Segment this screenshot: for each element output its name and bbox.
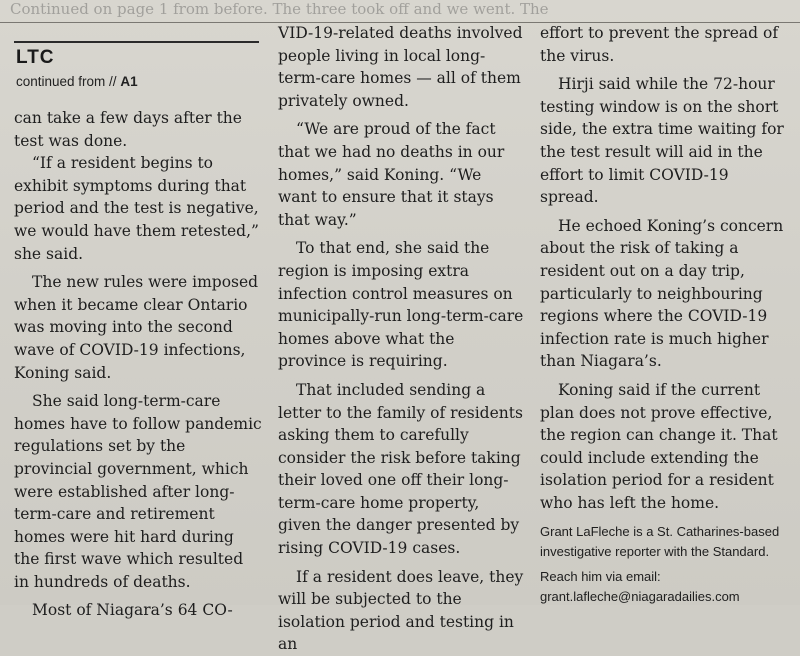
paragraph: can take a few days after the test was done.: [14, 109, 242, 150]
paragraph: He echoed Koning’s concern about the risk of taking a resident out on a day trip, particularly to neighbouring regions where the COVID-19 infection rate is much higher than Niagara’s.: [540, 216, 784, 371]
paragraph: “We are proud of the fact that we had no deaths in our homes,” said Koning. “We want to ensure that it stays that way.”: [278, 120, 505, 229]
paragraph: That included sending a letter to the family of residents asking them to carefully consider the risk before taking their loved one off their long-term-care home property, given the danger presented by rising COVID-19 cases.: [278, 380, 523, 558]
paragraph: To that end, she said the region is imposing extra infection control measures on municipally-run long-term-care homes above what the province is requiring.: [278, 239, 524, 371]
paragraph: VID-19-related deaths involved people living in local long-term-care homes — all of them privately owned.: [278, 24, 523, 110]
paragraph: Most of Niagara’s 64 CO-: [32, 601, 233, 620]
paragraph: “If a resident begins to exhibit symptoms during that period and the test is negative, we would have them retested,” she said.: [14, 154, 259, 263]
continued-from-label: [16, 74, 138, 89]
paragraph: Koning said if the current plan does not prove effective, the region can change it. That could include extending the isolation period for a resident who has left the home.: [540, 380, 778, 512]
bleed-through-text: Continued on page 1 from before. The three took off and we went. The: [10, 0, 549, 18]
paragraph: The new rules were imposed when it became clear Ontario was moving into the second wave of COVID-19 infections, Koning said.: [14, 273, 259, 382]
continued-text: continued from //: [16, 74, 117, 89]
author-contact: Reach him via email: grant.lafleche@niagaradailies.com: [540, 569, 740, 604]
kicker-rule: [14, 41, 259, 43]
column-2: [278, 22, 524, 656]
paragraph: If a resident does leave, they will be subjected to the isolation period and testing in an: [278, 567, 524, 654]
paragraph: She said long-term-care homes have to follow pandemic regulations set by the provincial government, which were established after long-term-care and retirement homes were hit hard during the first wave which resulted in hundreds of deaths.: [14, 392, 262, 591]
continued-page: A1: [120, 74, 138, 89]
paragraph: effort to prevent the spread of the virus.: [540, 24, 779, 65]
section-kicker: LTC: [16, 47, 55, 68]
paragraph: Hirji said while the 72-hour testing window is on the short side, the extra time waiting for the test result will aid in the effort to limit COVID-19 spread.: [540, 75, 784, 207]
column-1: [14, 107, 262, 622]
column-3: [540, 22, 788, 606]
author-bio: Grant LaFleche is a St. Catharines-based investigative reporter with the Standard.: [540, 524, 780, 559]
